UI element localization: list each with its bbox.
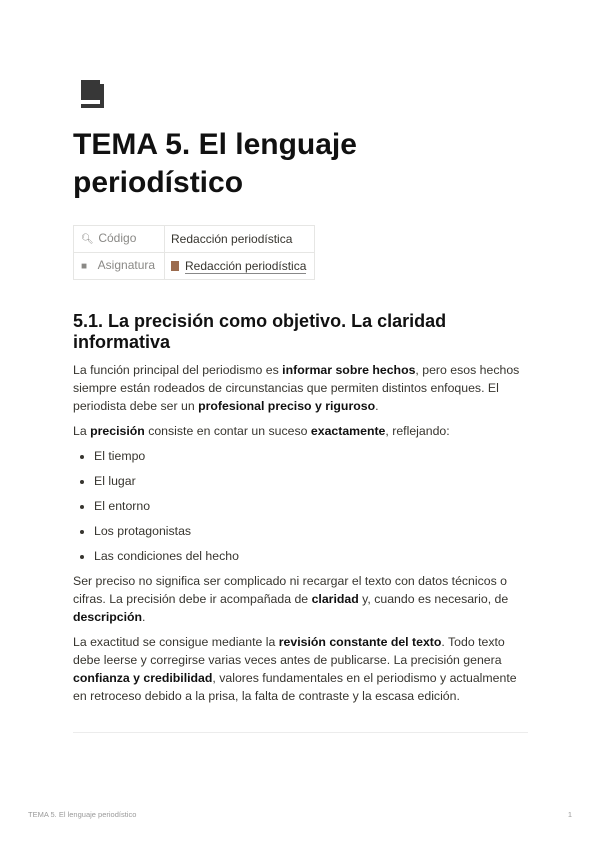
property-row-codigo xyxy=(74,226,315,253)
paragraph: La precisión consiste en contar un suceso exactamente, reflejando: xyxy=(73,424,450,438)
properties-table xyxy=(73,225,315,280)
property-row-asignatura xyxy=(74,253,315,280)
list-item: • El lugar xyxy=(94,472,529,490)
divider xyxy=(73,732,528,733)
book-icon xyxy=(78,78,110,110)
paragraph: La exactitud se consigue mediante la revisión constante del texto. Todo texto debe leerse y corregirse varias veces antes de publicarse. La precisión genera confianza y credibilidad, valores fundamentales en el periodismo y actualmente en retroceso debido a la prisa, la falta de contraste y la escasa edición. xyxy=(73,635,517,703)
property-key xyxy=(74,253,165,280)
search-icon: 🔍︎ xyxy=(81,234,94,245)
relation-link[interactable]: Redacción periodística xyxy=(185,258,307,273)
property-value[interactable] xyxy=(165,253,315,280)
property-key-label: Código xyxy=(98,231,137,245)
list-item: • Las condiciones del hecho xyxy=(94,547,529,565)
list-item: • El tiempo xyxy=(94,447,529,465)
list-item: • Los protagonistas xyxy=(94,522,529,540)
list-item: • El entorno xyxy=(94,497,529,515)
page-title: TEMA 5. El lenguaje periodístico xyxy=(73,128,357,199)
page-relation-icon xyxy=(171,261,179,271)
paragraph: Ser preciso no significa ser complicado ni recargar el texto con datos técnicos o cifras. La precisión debe ir acompañada de claridad y, cuando es necesario, de descripción. xyxy=(73,574,509,624)
page-number: 1 xyxy=(567,810,572,819)
property-key xyxy=(74,226,165,253)
paragraph: La función principal del periodismo es informar sobre hechos, pero esos hechos siempre están rodeados de circunstancias que permiten distintos enfoques. El periodista debe ser un profesional preciso y riguroso. xyxy=(73,363,520,413)
section-body xyxy=(73,361,529,712)
lock-icon: ■ xyxy=(81,261,88,272)
footer-title: TEMA 5. El lenguaje periodístico xyxy=(28,810,137,819)
section-heading: 5.1. La precisión como objetivo. La claridad informativa xyxy=(73,311,447,352)
property-key-label: Asignatura xyxy=(97,258,156,272)
property-value: Redacción periodística xyxy=(165,226,315,253)
bullet-list xyxy=(73,447,529,565)
